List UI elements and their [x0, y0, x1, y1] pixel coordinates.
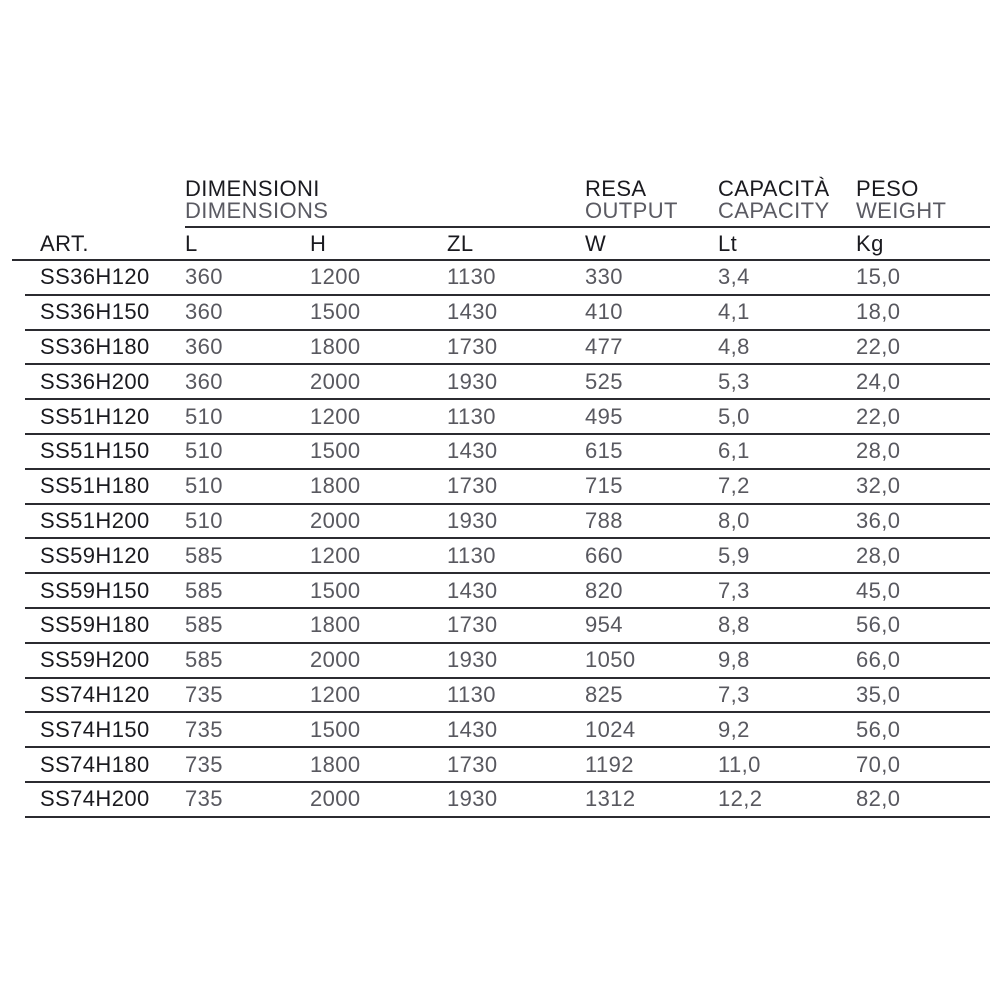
- value-cell: 1192: [585, 751, 634, 777]
- value-cell: 1800: [310, 751, 361, 777]
- value-cell: 1430: [447, 716, 498, 742]
- value-cell: 825: [585, 681, 623, 707]
- table-row: [25, 400, 990, 435]
- value-cell: 525: [585, 368, 623, 394]
- value-cell: 735: [185, 716, 223, 742]
- value-cell: 360: [185, 333, 223, 359]
- value-cell: 1800: [310, 473, 361, 499]
- article-code: SS51H200: [40, 507, 150, 533]
- value-cell: 1500: [310, 577, 361, 603]
- table-row: [25, 783, 990, 818]
- value-cell: 1930: [447, 647, 498, 673]
- group-label-it: RESA: [585, 176, 647, 201]
- group-header-weight: [856, 178, 990, 222]
- value-cell: 9,8: [718, 647, 750, 673]
- group-header-dimensions: [185, 178, 585, 222]
- value-cell: 585: [185, 612, 223, 638]
- table-row: [25, 574, 990, 609]
- value-cell: 5,0: [718, 403, 750, 429]
- value-cell: 510: [185, 507, 223, 533]
- table-row: [25, 713, 990, 748]
- value-cell: 32,0: [856, 473, 901, 499]
- value-cell: 2000: [310, 368, 361, 394]
- value-cell: 18,0: [856, 299, 901, 325]
- table-row: [25, 365, 990, 400]
- value-cell: 495: [585, 403, 623, 429]
- value-cell: 1730: [447, 751, 498, 777]
- value-cell: 8,8: [718, 612, 750, 638]
- article-code: SS36H120: [40, 264, 150, 290]
- value-cell: 585: [185, 577, 223, 603]
- article-code: SS74H200: [40, 786, 150, 812]
- value-cell: 1800: [310, 612, 361, 638]
- value-cell: 1430: [447, 438, 498, 464]
- group-label-it: PESO: [856, 176, 919, 201]
- value-cell: 28,0: [856, 438, 901, 464]
- table-row: [25, 331, 990, 366]
- group-label-it: CAPACITÀ: [718, 176, 830, 201]
- table-row: [25, 435, 990, 470]
- value-cell: 66,0: [856, 647, 901, 673]
- value-cell: 22,0: [856, 403, 901, 429]
- value-cell: 1200: [310, 542, 361, 568]
- column-header-kg: Kg: [856, 230, 884, 256]
- group-label-en: DIMENSIONS: [185, 198, 329, 223]
- group-label-en: WEIGHT: [856, 198, 947, 223]
- value-cell: 1500: [310, 438, 361, 464]
- table-row: [25, 679, 990, 714]
- value-cell: 22,0: [856, 333, 901, 359]
- value-cell: 3,4: [718, 264, 750, 290]
- column-header-art: ART.: [40, 230, 89, 256]
- article-code: SS74H180: [40, 751, 150, 777]
- value-cell: 615: [585, 438, 623, 464]
- value-cell: 5,3: [718, 368, 750, 394]
- value-cell: 28,0: [856, 542, 901, 568]
- table-row: [25, 296, 990, 331]
- value-cell: 2000: [310, 786, 361, 812]
- value-cell: 585: [185, 647, 223, 673]
- value-cell: 660: [585, 542, 623, 568]
- value-cell: 1200: [310, 403, 361, 429]
- column-header-lt: Lt: [718, 230, 738, 256]
- article-code: SS74H150: [40, 716, 150, 742]
- value-cell: 4,1: [718, 299, 750, 325]
- article-code: SS51H180: [40, 473, 150, 499]
- value-cell: 8,0: [718, 507, 750, 533]
- value-cell: 715: [585, 473, 623, 499]
- article-code: SS36H180: [40, 333, 150, 359]
- value-cell: 7,3: [718, 577, 750, 603]
- value-cell: 56,0: [856, 716, 901, 742]
- value-cell: 1430: [447, 577, 498, 603]
- group-underline: [185, 226, 990, 228]
- value-cell: 820: [585, 577, 623, 603]
- column-header-w: W: [585, 230, 607, 256]
- value-cell: 477: [585, 333, 623, 359]
- value-cell: 9,2: [718, 716, 750, 742]
- column-header-h: H: [310, 230, 327, 256]
- table-row: [25, 644, 990, 679]
- table-row: [25, 505, 990, 540]
- table-row: [25, 539, 990, 574]
- value-cell: 70,0: [856, 751, 901, 777]
- value-cell: 735: [185, 681, 223, 707]
- article-code: SS59H120: [40, 542, 150, 568]
- value-cell: 1024: [585, 716, 636, 742]
- value-cell: 35,0: [856, 681, 901, 707]
- article-code: SS51H120: [40, 403, 150, 429]
- value-cell: 7,3: [718, 681, 750, 707]
- column-header-l: L: [185, 230, 198, 256]
- group-header-capacity: [718, 178, 856, 222]
- column-header-zl: ZL: [447, 230, 474, 256]
- value-cell: 1050: [585, 647, 636, 673]
- value-cell: 2000: [310, 647, 361, 673]
- column-header-row: [12, 228, 990, 261]
- table-row: [25, 470, 990, 505]
- value-cell: 360: [185, 299, 223, 325]
- value-cell: 1930: [447, 786, 498, 812]
- table-row: [25, 609, 990, 644]
- article-code: SS59H150: [40, 577, 150, 603]
- value-cell: 1930: [447, 368, 498, 394]
- value-cell: 45,0: [856, 577, 901, 603]
- value-cell: 36,0: [856, 507, 901, 533]
- value-cell: 1130: [447, 542, 496, 568]
- value-cell: 735: [185, 751, 223, 777]
- value-cell: 1500: [310, 299, 361, 325]
- value-cell: 1312: [585, 786, 636, 812]
- value-cell: 510: [185, 438, 223, 464]
- table-rows: [25, 261, 990, 818]
- article-code: SS59H180: [40, 612, 150, 638]
- value-cell: 788: [585, 507, 623, 533]
- value-cell: 410: [585, 299, 623, 325]
- spec-table: [25, 178, 990, 818]
- group-label-it: DIMENSIONI: [185, 176, 320, 201]
- article-code: SS36H200: [40, 368, 150, 394]
- value-cell: 1130: [447, 403, 496, 429]
- value-cell: 1130: [447, 681, 496, 707]
- group-header-output: [585, 178, 718, 222]
- value-cell: 56,0: [856, 612, 901, 638]
- value-cell: 1200: [310, 681, 361, 707]
- value-cell: 735: [185, 786, 223, 812]
- value-cell: 7,2: [718, 473, 750, 499]
- value-cell: 2000: [310, 507, 361, 533]
- value-cell: 1130: [447, 264, 496, 290]
- value-cell: 360: [185, 264, 223, 290]
- value-cell: 1730: [447, 612, 498, 638]
- value-cell: 1730: [447, 333, 498, 359]
- value-cell: 1730: [447, 473, 498, 499]
- group-label-en: OUTPUT: [585, 198, 678, 223]
- value-cell: 1930: [447, 507, 498, 533]
- value-cell: 82,0: [856, 786, 901, 812]
- article-code: SS59H200: [40, 647, 150, 673]
- value-cell: 1800: [310, 333, 361, 359]
- value-cell: 24,0: [856, 368, 901, 394]
- value-cell: 954: [585, 612, 623, 638]
- value-cell: 15,0: [856, 264, 901, 290]
- value-cell: 510: [185, 473, 223, 499]
- value-cell: 5,9: [718, 542, 750, 568]
- value-cell: 1500: [310, 716, 361, 742]
- group-header-row: [25, 178, 990, 228]
- value-cell: 11,0: [718, 751, 761, 777]
- article-code: SS51H150: [40, 438, 150, 464]
- article-code: SS74H120: [40, 681, 150, 707]
- value-cell: 12,2: [718, 786, 763, 812]
- value-cell: 1200: [310, 264, 361, 290]
- value-cell: 6,1: [718, 438, 750, 464]
- value-cell: 510: [185, 403, 223, 429]
- table-row: [25, 748, 990, 783]
- article-code: SS36H150: [40, 299, 150, 325]
- value-cell: 4,8: [718, 333, 750, 359]
- group-label-en: CAPACITY: [718, 198, 830, 223]
- value-cell: 585: [185, 542, 223, 568]
- value-cell: 1430: [447, 299, 498, 325]
- table-row: [25, 261, 990, 296]
- value-cell: 360: [185, 368, 223, 394]
- value-cell: 330: [585, 264, 623, 290]
